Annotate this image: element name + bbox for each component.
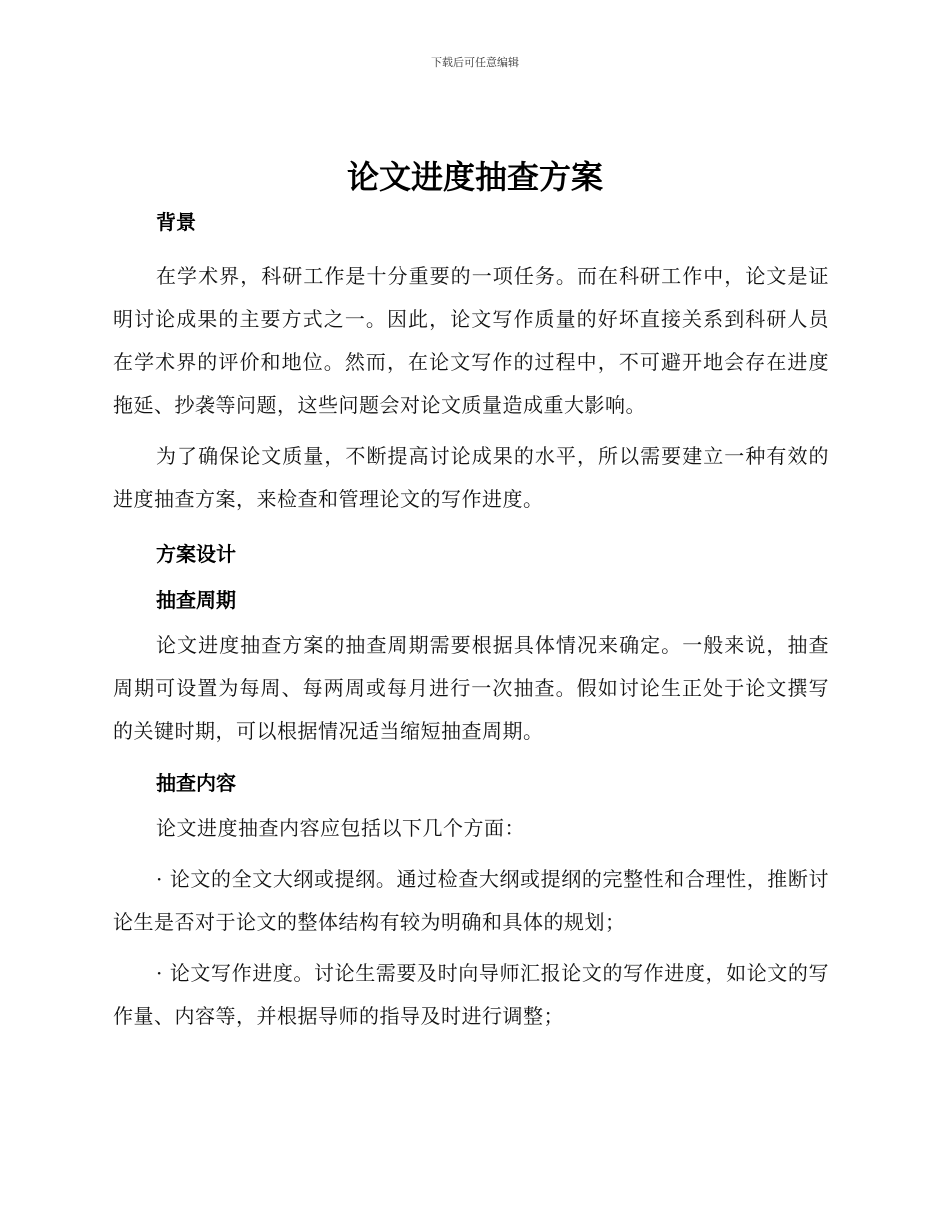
paragraph-background-2: 为了确保论文质量，不断提高讨论成果的水平，所以需要建立一种有效的进度抽查方案，来检查和管理论文的写作进度。: [113, 444, 829, 511]
subsection-heading-content: 抽查内容: [156, 771, 236, 795]
paragraph-background-1: 在学术界，科研工作是十分重要的一项任务。而在科研工作中，论文是证明讨论成果的主要方式之一。因此，论文写作质量的好坏直接关系到科研人员在学术界的评价和地位。然而，在论文写作的过程中，不可避开地会存在进度拖延、抄袭等问题，这些问题会对论文质量造成重大影响。: [113, 264, 829, 417]
section-heading-background: 背景: [156, 210, 196, 234]
document-title: 论文进度抽查方案: [346, 158, 603, 196]
document-body: [113, 204, 829, 1038]
section-heading-design: 方案设计: [156, 542, 236, 566]
subsection-heading-period: 抽查周期: [156, 588, 236, 612]
list-item-progress: · 论文写作进度。讨论生需要及时向导师汇报论文的写作进度，如论文的写作量、内容等，并根据导师的指导及时进行调整；: [113, 961, 829, 1028]
paragraph-content-intro: 论文进度抽查内容应包括以下几个方面：: [156, 816, 525, 840]
paragraph-period: 论文进度抽查方案的抽查周期需要根据具体情况来确定。一般来说，抽查周期可设置为每周、每两周或每月进行一次抽查。假如讨论生正处于论文撰写的关键时期，可以根据情况适当缩短抽查周期。: [113, 633, 829, 743]
page-header: 下载后可任意编辑: [431, 56, 519, 69]
list-item-outline: · 论文的全文大纲或提纲。通过检查大纲或提纲的完整性和合理性，推断讨论生是否对于论文的整体结构有较为明确和具体的规划；: [113, 867, 829, 934]
